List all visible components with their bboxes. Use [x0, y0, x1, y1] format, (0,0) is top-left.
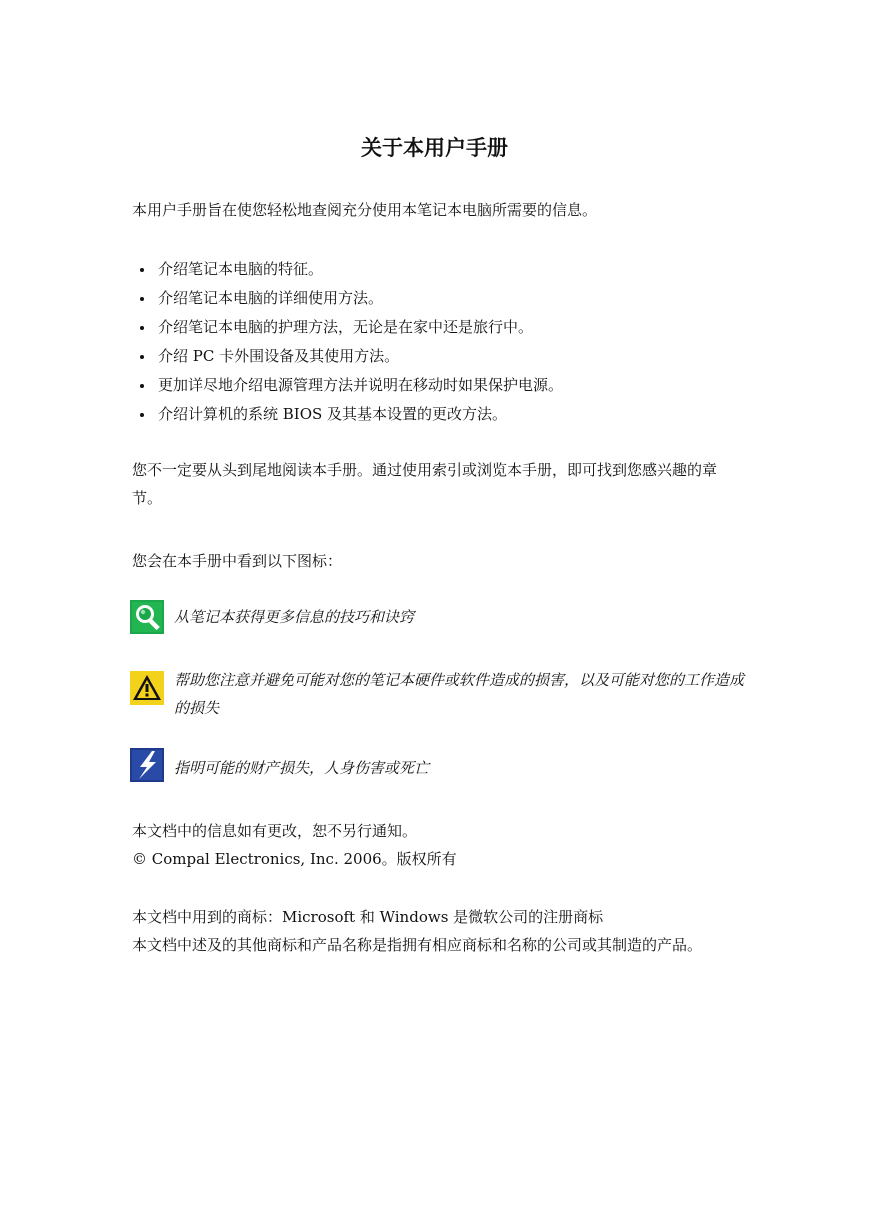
- tip-legend-text: 从笔记本获得更多信息的技巧和诀窍: [174, 608, 415, 626]
- list-item: 介绍计算机的系统 BIOS 及其基本设置的更改方法。: [132, 400, 752, 429]
- tip-magnifier-icon: [130, 600, 164, 634]
- warning-triangle-icon: [130, 671, 164, 705]
- list-item: 介绍笔记本电脑的特征。: [132, 255, 752, 284]
- danger-legend-text: 指明可能的财产损失，人身伤害或死亡: [174, 759, 430, 777]
- list-item: 介绍 PC 卡外围设备及其使用方法。: [132, 342, 752, 371]
- icons-intro-paragraph: 您会在本手册中看到以下图标：: [132, 552, 343, 570]
- feature-list: [132, 255, 752, 429]
- warning-legend-text: 帮助您注意并避免可能对您的笔记本硬件或软件造成的损害，以及可能对您的工作造成的损失: [174, 671, 745, 717]
- list-item: 介绍笔记本电脑的详细使用方法。: [132, 284, 752, 313]
- notice-block: [132, 817, 744, 873]
- list-item: 更加详尽地介绍电源管理方法并说明在移动时如果保护电源。: [132, 371, 752, 400]
- list-item: 介绍笔记本电脑的护理方法，无论是在家中还是旅行中。: [132, 313, 752, 342]
- navigation-paragraph: 您不一定要从头到尾地阅读本手册。通过使用索引或浏览本手册，即可找到您感兴趣的章节。: [132, 461, 718, 507]
- change-notice: 本文档中的信息如有更改，恕不另行通知。: [132, 822, 418, 840]
- trademark-line-1: 本文档中用到的商标：Microsoft 和 Windows 是微软公司的注册商标: [132, 908, 604, 926]
- danger-lightning-icon: [130, 748, 164, 782]
- copyright-notice: © Compal Electronics, Inc. 2006。版权所有: [132, 850, 457, 868]
- trademark-block: [132, 903, 744, 959]
- intro-paragraph: 本用户手册旨在使您轻松地查阅充分使用本笔记本电脑所需要的信息。: [132, 201, 598, 219]
- page-title: 关于本用户手册: [361, 135, 508, 160]
- trademark-line-2: 本文档中述及的其他商标和产品名称是指拥有相应商标和名称的公司或其制造的产品。: [132, 936, 703, 954]
